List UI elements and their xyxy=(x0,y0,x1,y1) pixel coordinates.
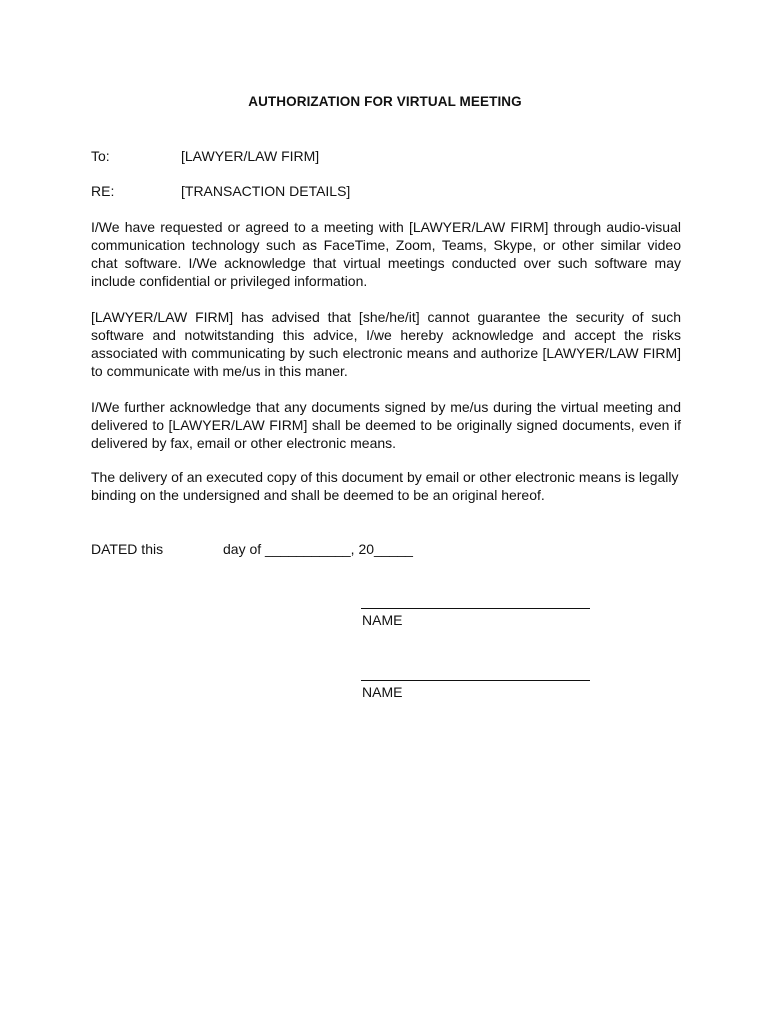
document-title: AUTHORIZATION FOR VIRTUAL MEETING xyxy=(248,94,522,109)
re-value: [TRANSACTION DETAILS] xyxy=(181,183,351,199)
dated-line xyxy=(91,540,413,558)
to-label: To: xyxy=(91,148,110,164)
paragraph-virtual-meeting: I/We have requested or agreed to a meeting with [LAWYER/LAW FIRM] through audio-visual communication technology such as FaceTime, Zoom, Teams, Skype, or other similar video chat software. I/We acknowledge that virtual meetings conducted over such software may include confidential or privileged information. xyxy=(91,219,681,289)
re-row xyxy=(91,182,350,200)
paragraph-electronic-delivery: The delivery of an executed copy of this document by email or other electronic means is legally binding on the undersigned and shall be deemed to be an original hereof. xyxy=(91,469,679,503)
signature-name-label-1: NAME xyxy=(362,612,403,628)
signature-name-label-2: NAME xyxy=(362,684,403,700)
dated-label: DATED this xyxy=(91,541,164,557)
re-label: RE: xyxy=(91,183,115,199)
paragraph-security-advice: [LAWYER/LAW FIRM] has advised that [she/he/it] cannot guarantee the security of such software and notwitstanding this advice, I/we hereby acknowledge and accept the risks associated with communicating by such electronic means and authorize [LAWYER/LAW FIRM] to communicate with me/us in this maner. xyxy=(91,309,681,379)
dated-text: day of ___________, 20_____ xyxy=(223,541,413,557)
paragraph-documents-signed: I/We further acknowledge that any documents signed by me/us during the virtual meeting and delivered to [LAWYER/LAW FIRM] shall be deemed to be originally signed documents, even if delivered by fax, email or other electronic means. xyxy=(91,399,681,451)
signature-line-2 xyxy=(361,680,590,681)
to-value: [LAWYER/LAW FIRM] xyxy=(181,148,320,164)
to-row xyxy=(91,147,319,165)
signature-line-1 xyxy=(361,608,590,609)
